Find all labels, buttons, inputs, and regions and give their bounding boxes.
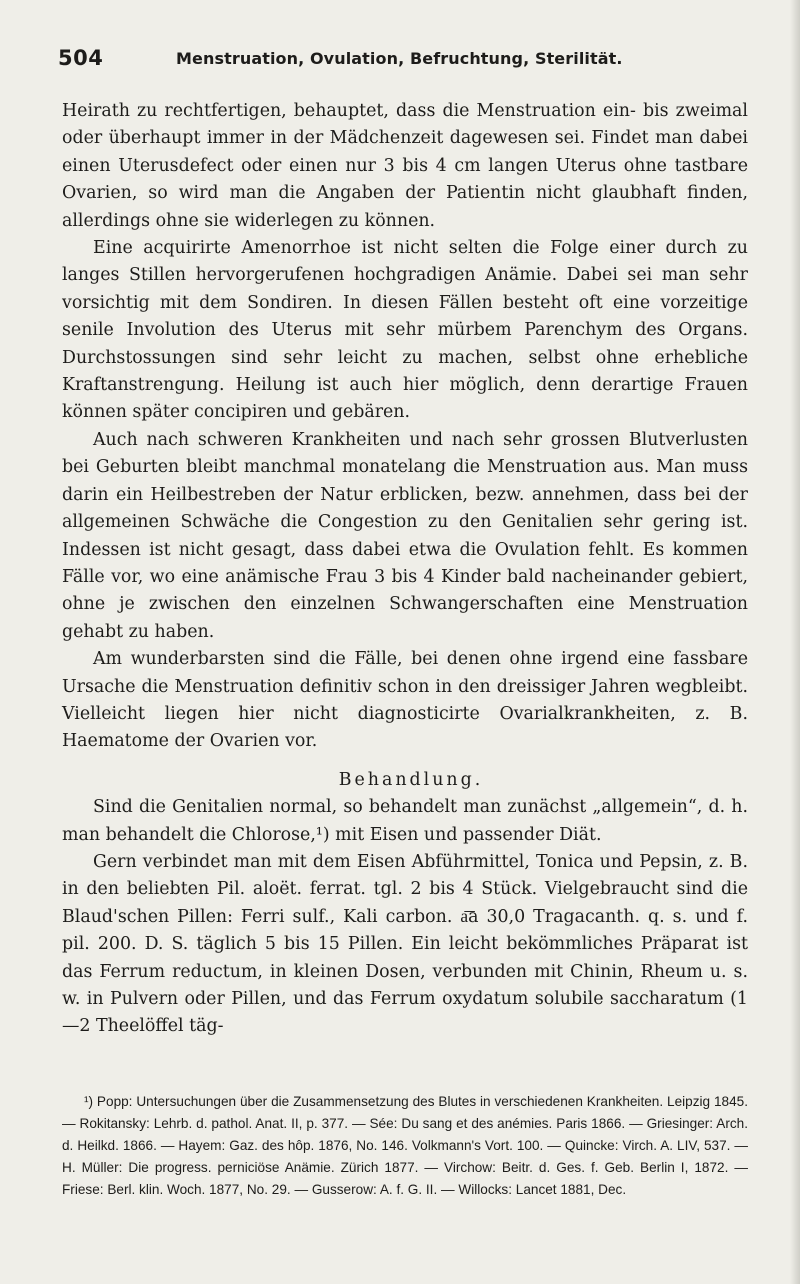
footnote-text: ¹) Popp: Untersuchungen über die Zusammensetzung des Blutes in verschiedenen Krankheiten. Leipzig 1845. — Rokitansky: Lehrb. d. pathol. Anat. II, p. 377. — Sée: Du sang et des anémies. Paris 1866. — Griesinger: Arch. d. Heilkd. 1866. — Hayem: Gaz. des hôp. 1876, No. 146. Volkmann's Vort. 100. — Quincke: Virch. A. LIV, 537. — H. Müller: Die progress. perniciöse Anämie. Zürich 1877. — Virchow: Beitr. d. Ges. f. Geb. Berlin I, 1872. — Friese: Berl. klin. Woch. 1877, No. 29. — Gusserow: A. f. G. II. — Willocks: Lancet 1881, Dec. bbox=[62, 1094, 748, 1197]
paragraph: Gern verbindet man mit dem Eisen Abführmittel, Tonica und Pepsin, z. B. in den beliebten Pil. aloët. ferrat. tgl. 2 bis 4 Stück. Vielgebraucht sind die Blaud'schen Pillen: Ferri sulf., Kali carbon. a͞a 30,0 Tragacanth. q. s. und f. pil. 200. D. S. täglich 5 bis 15 Pillen. Ein leicht bekömmliches Präparat ist das Ferrum reductum, in kleinen Dosen, verbunden mit Chinin, Rheum u. s. w. in Pulvern oder Pillen, und das Ferrum oxydatum solubile saccharatum (1—2 Theelöffel täg- bbox=[62, 851, 748, 1037]
paragraph: Sind die Genitalien normal, so behandelt man zunächst „allgemein“, d. h. man behandelt die Chlorose,¹) mit Eisen und passender Diät. bbox=[62, 797, 748, 845]
page-header bbox=[58, 46, 778, 76]
paragraph: Heirath zu rechtfertigen, behauptet, dass die Menstruation ein- bis zweimal oder überhaupt immer in der Mädchenzeit dagewesen sei. Findet man dabei einen Uterusdefect oder einen nur 3 bis 4 cm langen Uterus ohne tastbare Ovarien, so wird man die Angaben der Patientin nicht glaubhaft finden, allerdings ohne sie widerlegen zu können. bbox=[62, 101, 748, 231]
page-number: 504 bbox=[58, 46, 104, 70]
paragraph: Eine acquirirte Amenorrhoe ist nicht selten die Folge einer durch zu langes Stillen hervorgerufenen hochgradigen Anämie. Dabei sei man sehr vorsichtig mit dem Sondiren. In diesen Fällen besteht oft eine vorzeitige senile Involution des Uterus mit sehr mürbem Parenchym des Organs. Durchstossungen sind sehr leicht zu machen, selbst ohne erhebliche Kraftanstrengung. Heilung ist auch hier möglich, denn derartige Frauen können später concipiren und gebären. bbox=[62, 238, 748, 423]
footnote bbox=[62, 1091, 748, 1201]
body-text bbox=[62, 98, 748, 1041]
page-edge-shadow bbox=[790, 0, 800, 1284]
running-head: Menstruation, Ovulation, Befruchtung, Sterilität. bbox=[176, 49, 623, 68]
section-heading: Behandlung. bbox=[338, 769, 484, 790]
paragraph: Am wunderbarsten sind die Fälle, bei denen ohne irgend eine fassbare Ursache die Menstruation definitiv schon in den dreissiger Jahren wegbleibt. Vielleicht liegen hier nicht diagnosticirte Ovarialkrankheiten, z. B. Haematome der Ovarien vor. bbox=[62, 649, 748, 752]
paragraph: Auch nach schweren Krankheiten und nach sehr grossen Blutverlusten bei Geburten bleibt manchmal monatelang die Menstruation aus. Man muss darin ein Heilbestreben der Natur erblicken, bezw. annehmen, dass bei der allgemeinen Schwäche die Congestion zu den Genitalien sehr gering ist. Indessen ist nicht gesagt, dass dabei etwa die Ovulation fehlt. Es kommen Fälle vor, wo eine anämische Frau 3 bis 4 Kinder bald nacheinander gebiert, ohne je zwischen den einzelnen Schwangerschaften eine Menstruation gehabt zu haben. bbox=[62, 429, 748, 642]
